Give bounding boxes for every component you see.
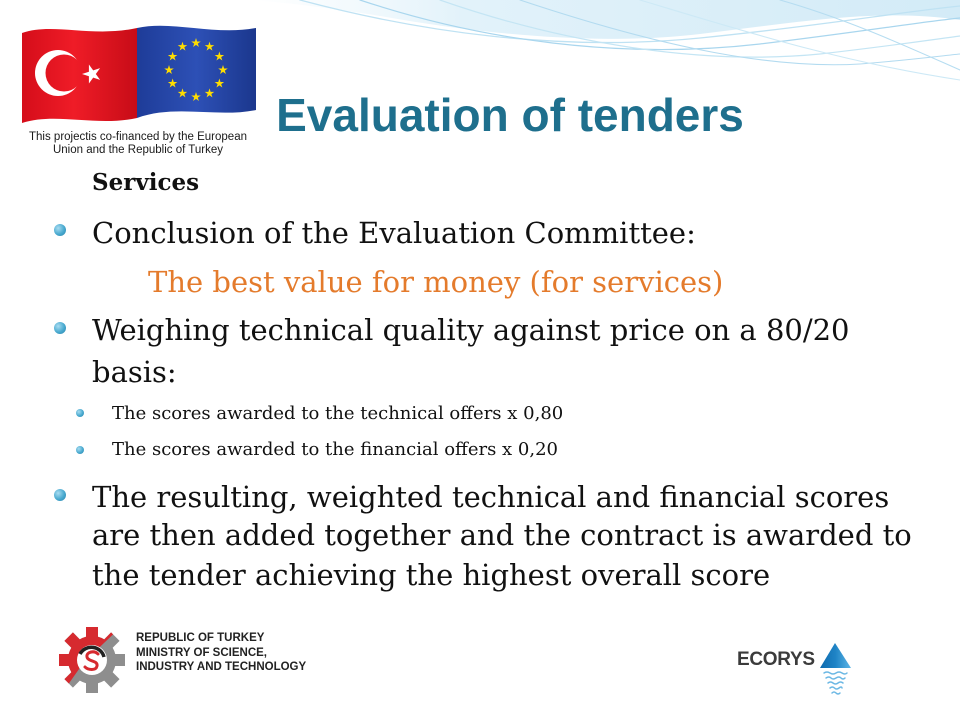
ecorys-triangle-logo: [815, 638, 857, 700]
eu-flag-body: [137, 26, 256, 118]
sub-bullet-text: The scores awarded to the technical offers x 0,80: [112, 403, 564, 424]
bullet-text-line: the tender achieving the highest overall score: [92, 558, 771, 592]
bullet-text-line: Weighing technical quality against price on a 80/20: [92, 313, 850, 347]
bullet-text-line: are then added together and the contract is awarded to: [92, 518, 912, 552]
eu-flag-icon: [137, 26, 256, 118]
ministry-gear-logo: [50, 624, 136, 696]
ministry-line: MINISTRY OF SCIENCE,: [136, 646, 267, 659]
ministry-line: INDUSTRY AND TECHNOLOGY: [136, 661, 307, 673]
bullet-dot: [54, 489, 66, 501]
sub-bullet-dot: [76, 409, 84, 417]
turkey-flag-icon: [22, 28, 137, 123]
bullet-dot: [54, 322, 66, 334]
sub-bullet-text: The scores awarded to the financial offers x 0,20: [112, 439, 558, 460]
highlight-text: The best value for money (for services): [148, 265, 724, 299]
cofinance-note: [8, 131, 268, 157]
section-heading: Services: [92, 169, 200, 196]
bullet-text-line: The resulting, weighted technical and financial scores: [92, 480, 890, 514]
bullet-text-line: basis:: [92, 355, 177, 389]
triangle-icon: [820, 643, 851, 668]
bullet-text-line: Conclusion of the Evaluation Committee:: [92, 216, 696, 250]
slide-title: Evaluation of tenders: [276, 89, 744, 141]
wave-lines-icon: [824, 672, 847, 694]
sub-bullet-dot: [76, 446, 84, 454]
flags-logo-group: [0, 0, 270, 130]
crescent-cut: [46, 55, 83, 92]
ministry-name: [136, 631, 306, 675]
ministry-line: REPUBLIC OF TURKEY: [136, 632, 265, 644]
cofinance-line: This projectis co-financed by the European: [29, 131, 247, 143]
bullet-dot: [54, 224, 66, 236]
cofinance-line: Union and the Republic of Turkey: [52, 144, 224, 156]
ecorys-logo-text: ECORYS: [737, 649, 815, 670]
